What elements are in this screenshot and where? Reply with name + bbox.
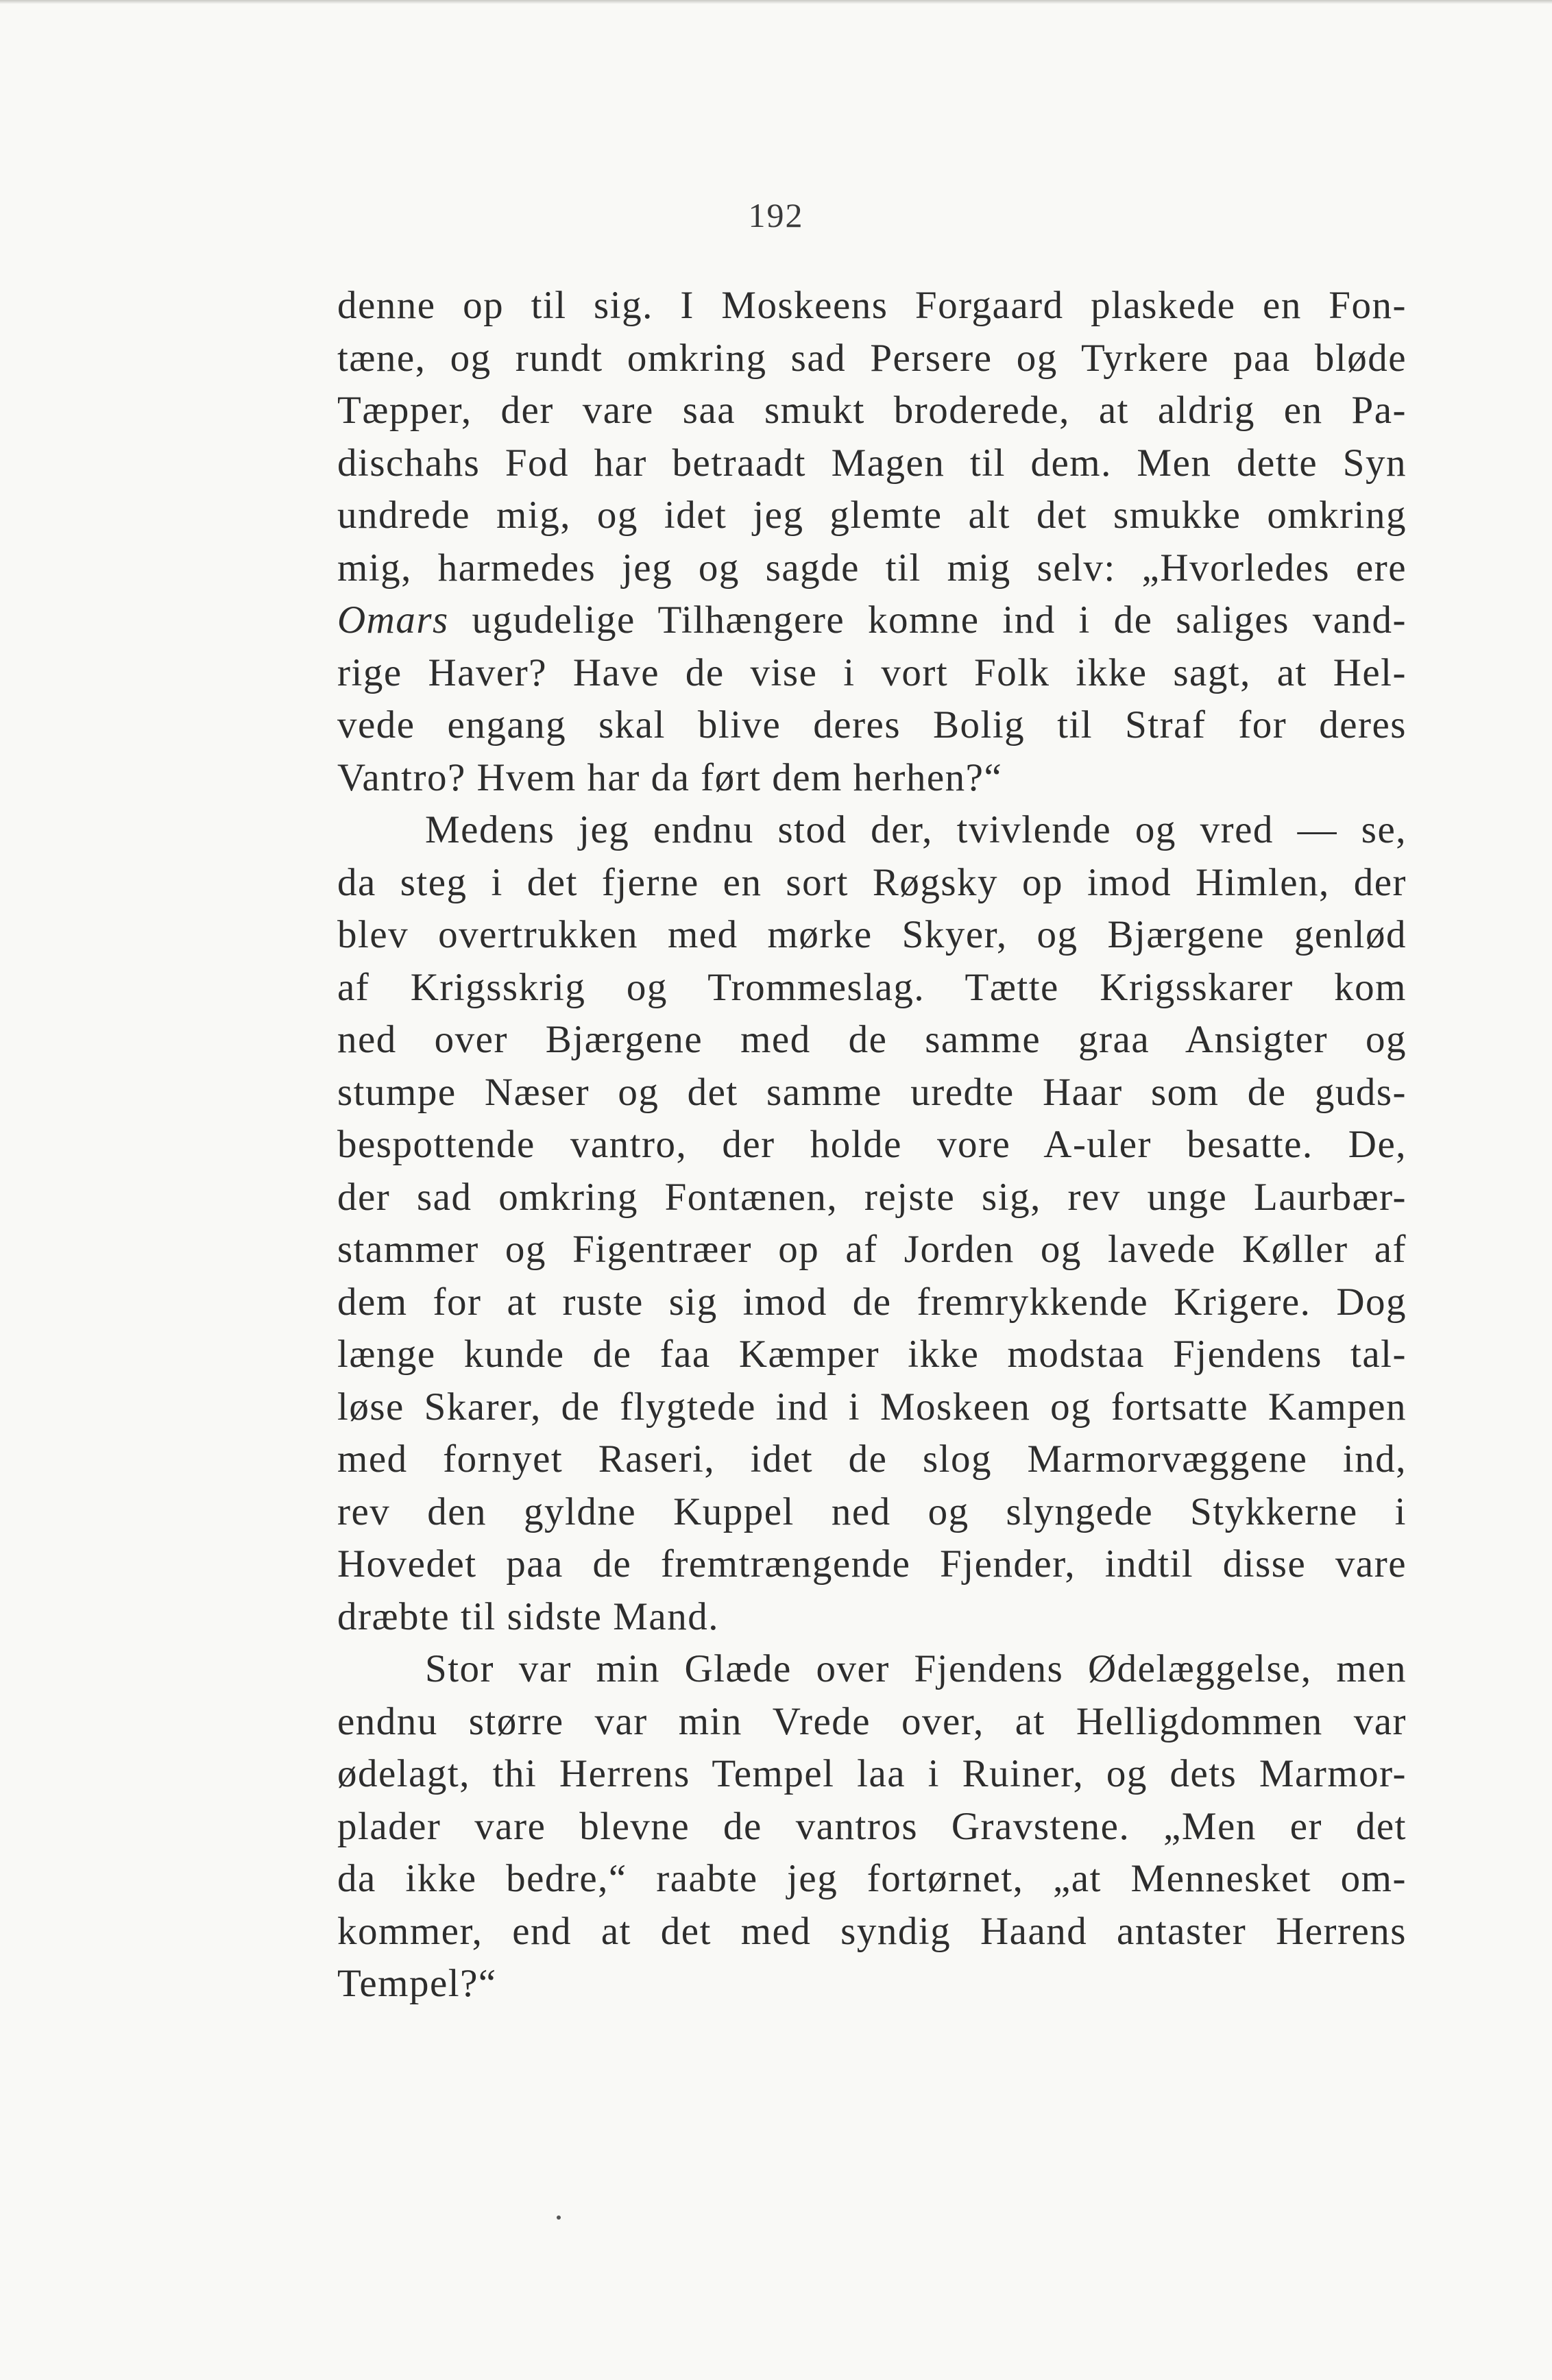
paragraph-1 — [337, 280, 1407, 804]
text-line: ødelagt, thi Herrens Tempel laa i Ruiner, og dets Marmor- — [337, 1752, 1407, 1795]
text-line-with-italic — [337, 594, 1407, 647]
text-line: undrede mig, og idet jeg glemte alt det smukke omkring — [337, 494, 1407, 537]
text-line: dischahs Fod har betraadt Magen til dem. Men dette Syn — [337, 441, 1407, 485]
text-line: plader vare blevne de vantros Gravstene. „Men er det — [337, 1804, 1407, 1848]
text-line: med fornyet Raseri, idet de slog Marmorvæggene ind, — [337, 1437, 1407, 1481]
paragraph-3 — [337, 1643, 1407, 2011]
text-line: Stor var min Glæde over Fjendens Ødelæggelse, men — [425, 1647, 1407, 1690]
text-line: Hovedet paa de fremtrængende Fjender, indtil disse vare — [337, 1542, 1407, 1586]
text-line: vede engang skal blive deres Bolig til Straf for deres — [337, 703, 1407, 746]
italic-name: Omars — [337, 598, 449, 642]
text-line: blev overtrukken med mørke Skyer, og Bjærgene genlød — [337, 913, 1407, 956]
page-top-edge — [0, 0, 1552, 4]
text-segment: ugudelige Tilhængere komne ind i de saliges vand- — [448, 598, 1407, 642]
text-line: dræbte til sidste Mand. — [337, 1594, 719, 1638]
text-line: rev den gyldne Kuppel ned og slyngede Stykkerne i — [337, 1490, 1407, 1533]
text-line: da steg i det fjerne en sort Røgsky op imod Himlen, der — [337, 860, 1407, 904]
text-line: ned over Bjærgene med de samme graa Ansigter og — [337, 1018, 1407, 1061]
text-line: stumpe Næser og det samme uredte Haar som de guds- — [337, 1070, 1407, 1114]
text-line: da ikke bedre,“ raabte jeg fortørnet, „at Mennesket om- — [337, 1857, 1407, 1900]
text-line: løse Skarer, de flygtede ind i Moskeen og fortsatte Kampen — [337, 1385, 1407, 1429]
text-line: rige Haver? Have de vise i vort Folk ikke sagt, at Hel- — [337, 651, 1407, 694]
text-line: endnu større var min Vrede over, at Helligdommen var — [337, 1699, 1407, 1743]
text-line: Vantro? Hvem har da ført dem herhen?“ — [337, 755, 1003, 799]
text-line: bespottende vantro, der holde vore A-uler besatte. De, — [337, 1123, 1407, 1166]
text-line: Tempel?“ — [337, 1962, 497, 2005]
text-line: tæne, og rundt omkring sad Persere og Tyrkere paa bløde — [337, 336, 1407, 380]
text-line: Medens jeg endnu stod der, tvivlende og vred — se, — [425, 808, 1407, 851]
text-line: Tæpper, der vare saa smukt broderede, at aldrig en Pa- — [337, 389, 1407, 432]
text-line: stammer og Figentræer op af Jorden og lavede Køller af — [337, 1228, 1407, 1271]
text-line: kommer, end at det med syndig Haand antaster Herrens — [337, 1909, 1407, 1953]
text-line: der sad omkring Fontænen, rejste sig, rev unge Laurbær- — [337, 1175, 1407, 1219]
text-line: mig, harmedes jeg og sagde til mig selv: „Hvorledes ere — [337, 546, 1407, 590]
text-line: denne op til sig. I Moskeens Forgaard plaskede en Fon- — [337, 284, 1407, 327]
body-text — [337, 280, 1407, 2011]
text-line: dem for at ruste sig imod de fremrykkende Krigere. Dog — [337, 1280, 1407, 1324]
page-number: 192 — [748, 196, 804, 234]
paragraph-2 — [337, 804, 1407, 1643]
text-line: længe kunde de faa Kæmper ikke modstaa Fjendens tal- — [337, 1333, 1407, 1376]
ink-speck — [557, 2215, 561, 2220]
text-line: af Krigsskrig og Trommeslag. Tætte Krigsskarer kom — [337, 965, 1407, 1009]
